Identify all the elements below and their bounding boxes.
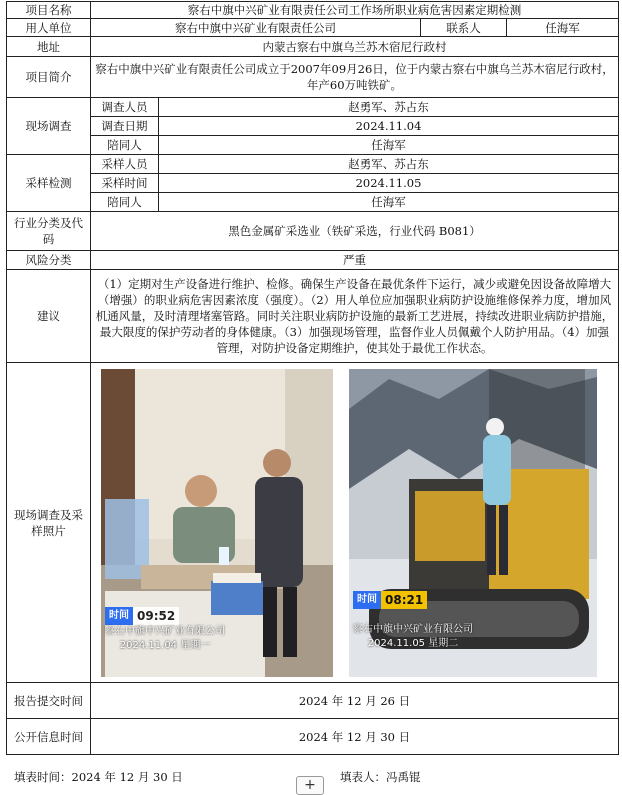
report-date: 2024 年 12 月 26 日 xyxy=(91,683,619,719)
address: 内蒙古察右中旗乌兰苏木宿尼行政村 xyxy=(91,37,619,57)
intro-label: 项目简介 xyxy=(7,57,91,98)
add-button[interactable]: + xyxy=(296,776,324,795)
survey-photo-time: 09:52 xyxy=(133,607,179,625)
publish-date-label: 公开信息时间 xyxy=(7,719,91,755)
fill-time: 填表时间：2024 年 12 月 30 日 xyxy=(14,770,183,784)
advice-text: （1）定期对生产设备进行维护、检修。确保生产设备在最优条件下运行，减少或避免因设备故障增大（增强）的职业病危害因素浓度（强度）。（2）用人单位应加强职业病防护设施维修保养力度，增加风机通风量，及时清理堵塞管路。同时关注职业病防护设施的最新工艺进展，持续改进职业病防护措施，最大限度的保护劳动者的身体健康。（3）加强现场管理，监督作业人员佩戴个人防护用品。（4）加强管理，对防护设备定期维护，使其处于最优工作状态。 xyxy=(91,270,619,363)
survey-photo-stamp xyxy=(105,607,225,653)
photos-cell xyxy=(91,363,619,683)
advice-label: 建议 xyxy=(7,270,91,363)
survey-staff: 赵勇军、苏占东 xyxy=(159,98,619,117)
employer-label: 用人单位 xyxy=(7,19,91,37)
sampling-photo-time: 08:21 xyxy=(381,591,427,609)
employer: 察右中旗中兴矿业有限责任公司 xyxy=(91,19,421,37)
sampling-photo-stamp xyxy=(353,591,473,651)
sampling-time: 2024.11.05 xyxy=(159,174,619,193)
contact-label: 联系人 xyxy=(421,19,507,37)
sampling-staff-label: 采样人员 xyxy=(91,155,159,174)
sampling-photo-date: 2024.11.05 星期二 xyxy=(367,637,459,649)
survey-escort-label: 陪同人 xyxy=(91,136,159,155)
contact: 任海军 xyxy=(507,19,619,37)
filler: 填表人：冯禹锟 xyxy=(340,770,421,784)
address-label: 地址 xyxy=(7,37,91,57)
sampling-escort-label: 陪同人 xyxy=(91,193,159,212)
sampling-photo xyxy=(349,369,597,677)
industry-label: 行业分类及代码 xyxy=(7,212,91,251)
survey-escort: 任海军 xyxy=(159,136,619,155)
project-intro: 察右中旗中兴矿业有限责任公司成立于2007年09月26日，位于内蒙古察右中旗乌兰苏木宿尼行政村，年产60万吨铁矿。 xyxy=(91,57,619,98)
publish-date: 2024 年 12 月 30 日 xyxy=(91,719,619,755)
survey-photo xyxy=(101,369,333,677)
project-name: 察右中旗中兴矿业有限责任公司工作场所职业病危害因素定期检测 xyxy=(91,2,619,19)
industry-code: 黑色金属矿采选业（铁矿采选，行业代码 B081） xyxy=(91,212,619,251)
disclosure-table xyxy=(6,1,619,755)
sampling-time-label: 采样时间 xyxy=(91,174,159,193)
survey-photo-time-tag: 时间 xyxy=(105,607,133,625)
survey-photo-date: 2024.11.04 星期一 xyxy=(119,639,211,651)
report-date-label: 报告提交时间 xyxy=(7,683,91,719)
survey-photo-company: 察右中旗中兴矿业有限公司 xyxy=(105,625,225,637)
sampling-escort: 任海军 xyxy=(159,193,619,212)
sampling-photo-time-tag: 时间 xyxy=(353,591,381,609)
sampling-staff: 赵勇军、苏占东 xyxy=(159,155,619,174)
survey-date-label: 调查日期 xyxy=(91,117,159,136)
project-name-label: 项目名称 xyxy=(7,2,91,19)
risk-level: 严重 xyxy=(91,251,619,270)
survey-label: 现场调查 xyxy=(7,98,91,155)
risk-label: 风险分类 xyxy=(7,251,91,270)
photos-label: 现场调查及采样照片 xyxy=(7,363,91,683)
survey-date: 2024.11.04 xyxy=(159,117,619,136)
sampling-photo-company: 察右中旗中兴矿业有限公司 xyxy=(353,623,473,635)
survey-staff-label: 调查人员 xyxy=(91,98,159,117)
sampling-label: 采样检测 xyxy=(7,155,91,212)
